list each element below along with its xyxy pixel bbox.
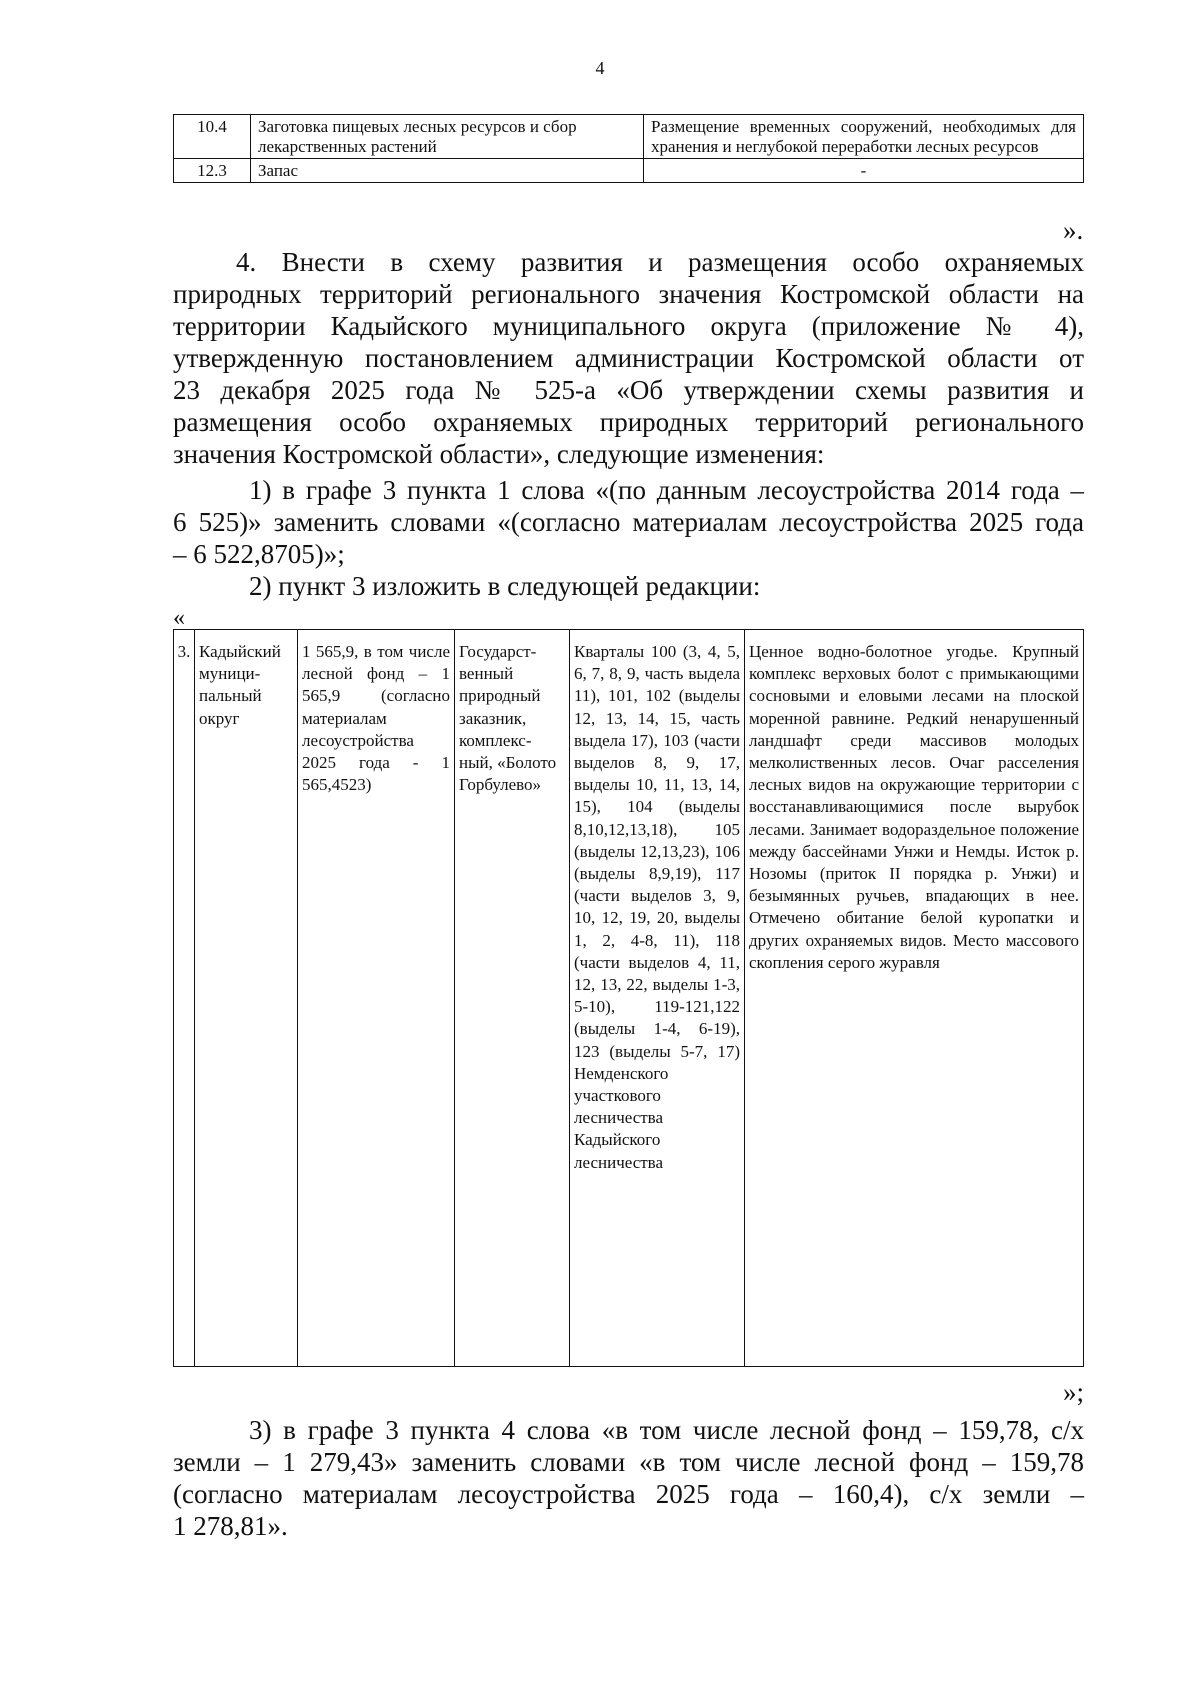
paragraph-line: 23 декабря 2025 года № 525-а «Об утверждении схемы развития и [173,375,1084,405]
district-name: Кадыйский муници-пальный округ [195,630,298,1367]
use-type-description: Размещение временных сооружений, необходимых для хранения и неглубокой переработки лесных ресурсов [644,115,1084,159]
protected-area-table [173,629,1084,1367]
closing-quote: »; [1063,1377,1085,1407]
paragraph-line: утвержденную постановлением администрации Костромской области от [173,343,1084,373]
table-row [174,159,1084,183]
item-line: 1) в графе 3 пункта 1 слова «(по данным лесоустройства 2014 года – [249,475,1084,505]
use-type-name: Запас [251,159,644,183]
page-number: 4 [595,58,605,78]
item-line: (согласно материалам лесоустройства 2025 года – 160,4), с/х земли – [173,1479,1084,1509]
item-line: 1 278,81». [173,1511,288,1541]
item-2: 2) пункт 3 изложить в следующей редакции: [249,571,761,601]
area-description: Ценное водно-болотное угодье. Крупный комплекс верховых болот с примыкающими сосновыми и еловыми лесами на плоской моренной равнине. Редкий ненарушенный ландшафт среди массивов молодых мелколиственных лесов. Очаг расселения лесных видов на окружающие территории с восстанавливающимися после вырубок лесами. Занимает водораздельное положение между бассейнами Унжи и Немды. Исток р. Нозомы (приток II порядка р. Унжи) и безымянных ручьев, впадающих в нее. Отмечено обитание белой куропатки и других охраняемых видов. Место массового скопления серого журавля [745,630,1084,1367]
table-row [174,630,1084,1367]
item-number: 3. [174,630,195,1367]
opening-quote: « [173,605,185,631]
item-line: 6 525)» заменить словами «(согласно материалам лесоустройства 2025 года [173,507,1084,537]
use-types-table [173,114,1084,183]
area-location: Кварталы 100 (3, 4, 5, 6, 7, 8, 9, часть выдела 11), 101, 102 (выделы 12, 13, 14, 15, часть выдела 17), 103 (части выделов 8, 9, 17, выделы 10, 11, 13, 14, 15), 104 (выделы 8,10,12,13,18), 105 (выделы 12,13,23), 106 (выделы 8,9,19), 117 (части выделов 3, 9, 10, 12, 19, 20, выделы 1, 2, 4-8, 11), 118 (части выделов 4, 11, 12, 13, 22, выделы 1-3, 5-10), 119-121,122 (выделы 1-4, 6-19), 123 (выделы 5-7, 17) Немденского участкового лесничества Кадыйского лесничества [570,630,745,1367]
closing-quote: ». [1063,215,1084,245]
area-value: 1 565,9, в том числе лесной фонд – 1 565,9 (согласно материалам лесоустройства 2025 года - 1 565,4523) [298,630,455,1367]
item-line: – 6 522,8705)»; [173,539,345,569]
item-line: земли – 1 279,43» заменить словами «в том числе лесной фонд – 159,78 [173,1447,1084,1477]
paragraph-line: природных территорий регионального значения Костромской области на [173,279,1084,309]
item-line: 3) в графе 3 пункта 4 слова «в том числе лесной фонд – 159,78, с/х [249,1415,1084,1445]
paragraph-line: значения Костромской области», следующие изменения: [173,439,825,469]
row-number: 12.3 [174,159,251,183]
paragraph-line: 4. Внести в схему развития и размещения особо охраняемых [236,247,1084,277]
row-number: 10.4 [174,115,251,159]
paragraph-line: территории Кадыйского муниципального округа (приложение № 4), [173,311,1084,341]
area-category: Государст-венный природный заказник, комплекс-ный, «Болото Горбулево» [455,630,570,1367]
use-type-description: - [644,159,1084,183]
paragraph-line: размещения особо охраняемых природных территорий регионального [173,407,1084,437]
use-type-name: Заготовка пищевых лесных ресурсов и сбор лекарственных растений [251,115,644,159]
table-row [174,115,1084,159]
